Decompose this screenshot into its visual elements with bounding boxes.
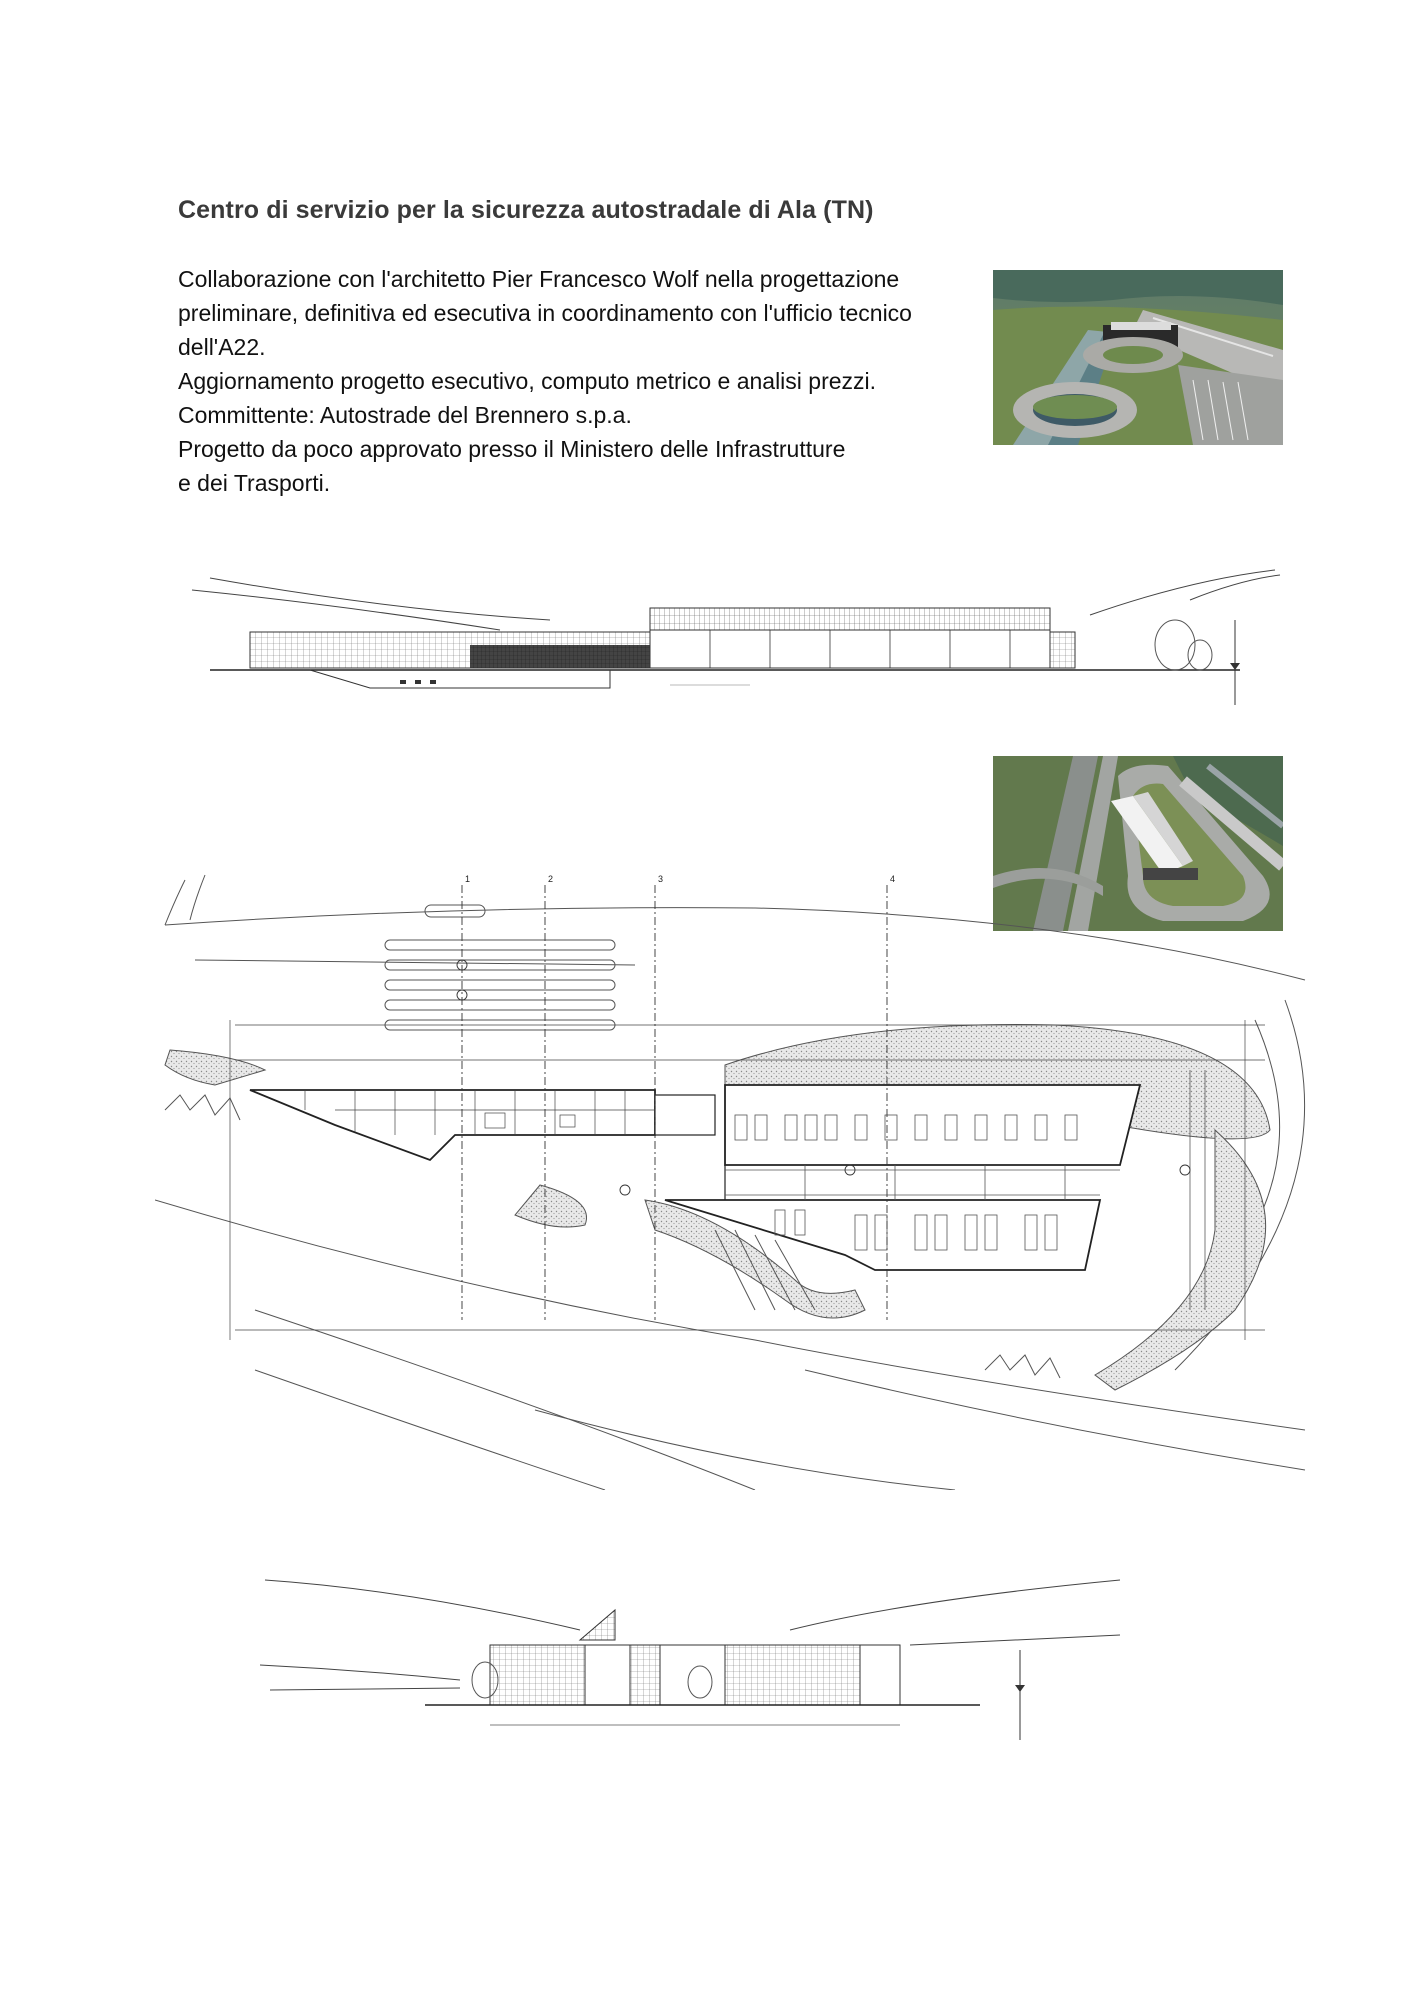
description-line: Progetto da poco approvato presso il Ministero delle Infrastrutture xyxy=(178,436,846,462)
description-line: Aggiornamento progetto esecutivo, computo metrico e analisi prezzi. xyxy=(178,368,877,394)
elevation-drawing-long xyxy=(190,560,1285,710)
axis-label: 2 xyxy=(548,874,554,884)
description-line: preliminare, definitiva ed esecutiva in coordinamento con l'ufficio tecnico xyxy=(178,300,912,326)
elevation-drawing-short xyxy=(260,1570,1130,1745)
description-line: e dei Trasporti. xyxy=(178,470,331,496)
floor-plan-drawing xyxy=(155,870,1315,1490)
aerial-render-roundabout xyxy=(993,270,1283,445)
axis-label: 3 xyxy=(658,874,664,884)
page-title: Centro di servizio per la sicurezza autostradale di Ala (TN) xyxy=(178,196,874,224)
project-description xyxy=(178,262,968,500)
axis-label: 1 xyxy=(465,874,471,884)
description-line: dell'A22. xyxy=(178,334,266,360)
description-line: Collaborazione con l'architetto Pier Francesco Wolf nella progettazione xyxy=(178,266,900,292)
axis-label: 4 xyxy=(890,874,896,884)
description-line: Committente: Autostrade del Brennero s.p.a. xyxy=(178,402,632,428)
